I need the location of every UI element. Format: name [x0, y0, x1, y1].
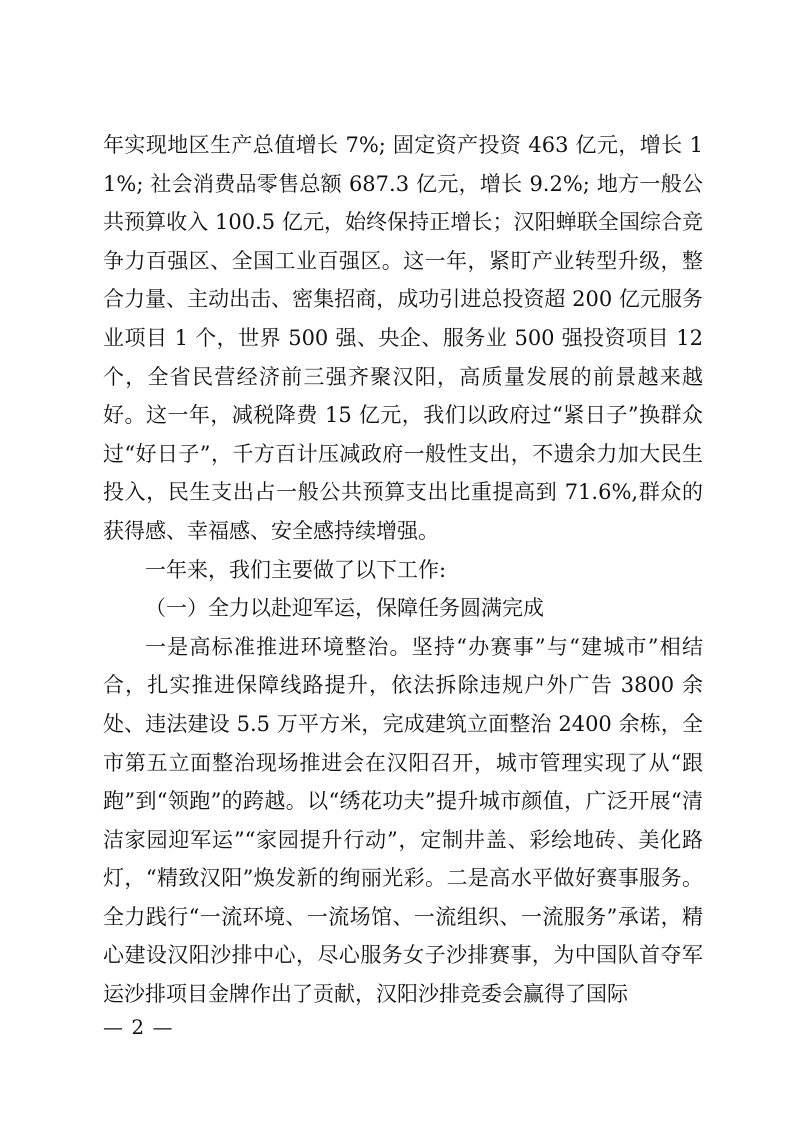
section-heading-military-games: （一）全力以赴迎军运，保障任务圆满完成 [145, 596, 544, 621]
paragraph-environment-remediation: 一是高标准推进环境整治。坚持“办赛事”与“建城市”相结合，扎实推进保障线路提升，依法拆除违规户外广告 3800 余处、违法建设 5.5 万平方米，完成建筑立面整治 2400 余栋，全市第五立面整治现场推进会在汉阳召开，城市管理实现了从“跟跑”到“领跑”的跨越。以“绣花功夫”提升城市颜值，广泛开展“清洁家园迎军运”“家园提升行动”，定制井盖、彩绘地砖、美化路灯，“精致汉阳”焕发新的绚丽光彩。二是高水平做好赛事服务。全力践行“一流环境、一流场馆、一流组织、一流服务”承诺，精心建设汉阳沙排中心，尽心服务女子沙排赛事，为中国队首夺军运沙排项目金牌作出了贡献，汉阳沙排竞委会赢得了国际 [103, 634, 703, 1007]
page-number: — 2 — [103, 1015, 174, 1039]
paragraph-work-intro: 一年来，我们主要做了以下工作: [145, 557, 447, 582]
paragraph-economic-summary: 年实现地区生产总值增长 7%; 固定资产投资 463 亿元，增长 11%; 社会消费品零售总额 687.3 亿元，增长 9.2%; 地方一般公共预算收入 100.5 亿元，始终保持正增长；汉阳蝉联全国综合竞争力百强区、全国工业百强区。这一年，紧盯产业转型升级，整合力量、主动出击、密集招商，成功引进总投资超 200 亿元服务业项目 1 个，世界 500 强、央企、服务业 500 强投资项目 12 个，全省民营经济前三强齐聚汉阳，高质量发展的前景越来越好。这一年，减税降费 15 亿元，我们以政府过“紧日子”换群众过“好日子”，千方百计压减政府一般性支出，不遗余力加大民生投入，民生支出占一般公共预算支出比重提高到 71.6%,群众的获得感、幸福感、安全感持续增强。 [103, 133, 703, 543]
body-text [103, 126, 703, 1014]
